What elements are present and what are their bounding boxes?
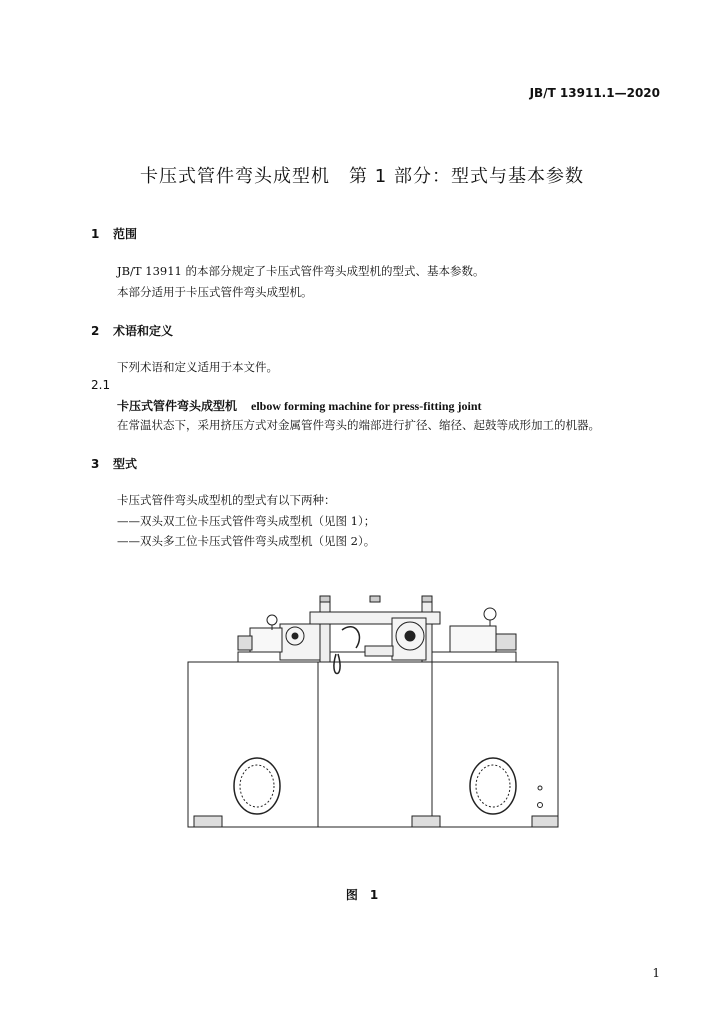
left-hatch-icon (234, 758, 280, 814)
page-number: 1 (652, 966, 660, 980)
standard-number: JB/T 13911.1—2020 (529, 86, 660, 100)
section-1-heading (91, 225, 137, 242)
section-3-heading (91, 455, 137, 472)
term-english: elbow forming machine for press-fitting joint (251, 399, 482, 413)
figure-caption: 图 1 (345, 888, 379, 902)
paragraph: 下列术语和定义适用于本文件。 (117, 360, 278, 374)
paragraph: JB/T 13911 的本部分规定了卡压式管件弯头成型机的型式、基本参数。 (117, 264, 485, 278)
list-item: ——双头双工位卡压式管件弯头成型机（见图 1）； (117, 514, 376, 528)
term-entry (117, 397, 482, 414)
section-title: 型式 (113, 457, 138, 471)
section-number: 2 (91, 324, 100, 338)
machine-drawing (160, 590, 560, 835)
document-title: 卡压式管件弯头成型机 第 1 部分：型式与基本参数 (140, 166, 584, 187)
section-title: 术语和定义 (113, 324, 174, 338)
right-hatch-icon (470, 758, 516, 814)
left-forming-head (238, 615, 320, 660)
section-2-heading (91, 322, 173, 339)
term-number: 2.1 (91, 378, 111, 392)
list-item: ——双头多工位卡压式管件弯头成型机（见图 2）。 (117, 534, 376, 548)
paragraph: 本部分适用于卡压式管件弯头成型机。 (117, 285, 313, 299)
machine-base (188, 662, 558, 827)
paragraph: 卡压式管件弯头成型机的型式有以下两种： (117, 493, 336, 507)
section-number: 3 (91, 457, 100, 471)
section-title: 范围 (113, 227, 138, 241)
term-chinese: 卡压式管件弯头成型机 (117, 399, 238, 413)
term-definition: 在常温状态下，采用挤压方式对金属管件弯头的端部进行扩径、缩径、起鼓等成形加工的机器。 (117, 418, 600, 432)
section-number: 1 (91, 227, 100, 241)
